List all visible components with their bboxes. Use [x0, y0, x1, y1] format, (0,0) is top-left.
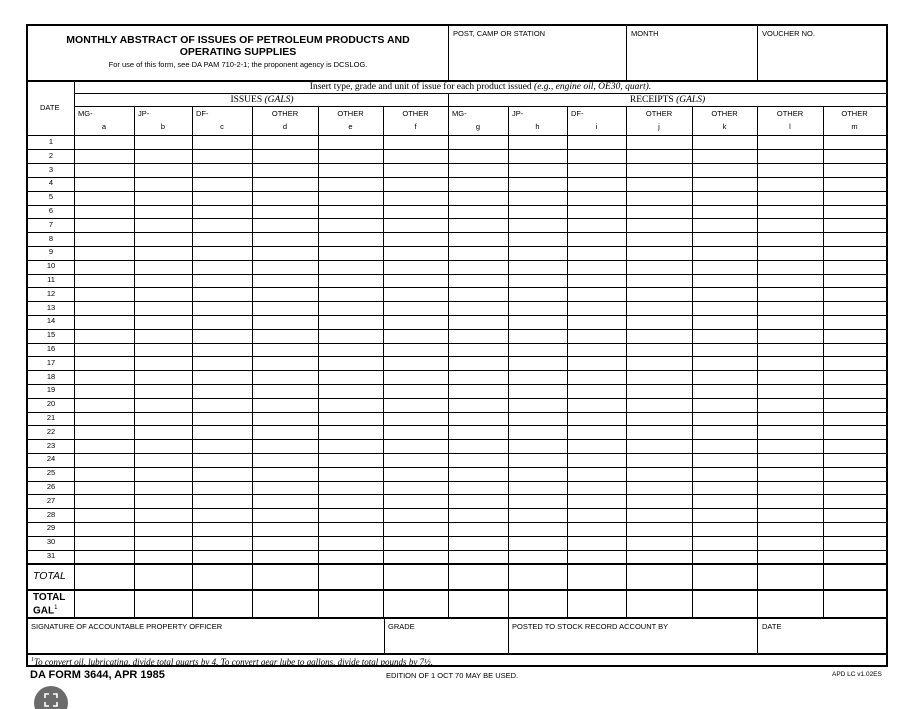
col-j-head: OTHER — [645, 109, 673, 118]
col-m-head: OTHER — [841, 109, 868, 118]
col-g-head: MG- — [452, 109, 467, 118]
column-rule — [508, 106, 509, 618]
signature-date-label: DATE — [762, 622, 782, 631]
row-number: 5 — [48, 192, 54, 201]
row-number: 14 — [46, 316, 56, 325]
col-i-head: DF- — [571, 109, 584, 118]
row-number: 20 — [46, 399, 56, 408]
signature-officer-label: SIGNATURE OF ACCOUNTABLE PROPERTY OFFICER — [31, 622, 223, 631]
row-number: 1 — [48, 137, 54, 146]
edition-note: EDITION OF 1 OCT 70 MAY BE USED. — [386, 671, 519, 680]
form-title: MONTHLY ABSTRACT OF ISSUES OF PETROLEUM PRODUCTS AND OPERATING SUPPLIES — [66, 34, 410, 58]
col-a-head: MG- — [78, 109, 93, 118]
column-rule — [823, 106, 824, 618]
col-d-letter: d — [282, 122, 288, 131]
total-gal-label-line1: TOTAL — [33, 592, 66, 603]
post-camp-station-field[interactable] — [449, 26, 626, 80]
row-number: 21 — [46, 413, 56, 422]
signature-date-field[interactable] — [758, 619, 886, 654]
row-number: 22 — [46, 427, 56, 436]
row-number: 6 — [48, 206, 54, 215]
total-gal-label-line2: GAL — [33, 605, 55, 617]
column-rule — [692, 106, 693, 618]
expand-button[interactable] — [34, 686, 68, 709]
grade-field[interactable] — [385, 619, 508, 654]
row-number: 29 — [46, 523, 56, 532]
col-k-letter: k — [722, 122, 727, 131]
date-column-header — [28, 82, 74, 138]
col-f-letter: f — [414, 122, 417, 131]
month-field[interactable] — [627, 26, 757, 80]
col-g-letter: g — [475, 122, 481, 131]
form-name: DA FORM 3644, APR 1985 — [30, 669, 165, 681]
date-column-rule — [74, 82, 75, 618]
row-number: 17 — [46, 358, 56, 367]
row-number: 10 — [46, 261, 56, 270]
column-rule — [134, 106, 135, 618]
col-c-head: DF- — [196, 109, 209, 118]
receipts-gals-label: (GALS) — [676, 95, 706, 105]
col-b-letter: b — [160, 122, 166, 131]
col-h-head: JP- — [512, 109, 524, 118]
voucher-number-label: VOUCHER NO. — [762, 29, 815, 38]
row-number: 3 — [48, 165, 54, 174]
issues-receipts-divider — [448, 93, 449, 618]
footnote-mark: 1 — [31, 657, 34, 663]
column-rule — [252, 106, 253, 618]
col-c-letter: c — [220, 122, 224, 131]
col-e-head: OTHER — [337, 109, 364, 118]
column-rule — [192, 106, 193, 618]
total-gal-label — [33, 593, 65, 616]
row-number: 31 — [46, 551, 56, 560]
row-number: 19 — [46, 385, 56, 394]
total-label: TOTAL — [33, 570, 66, 582]
grade-label: GRADE — [388, 622, 415, 631]
issues-gals-label: (GALS) — [264, 95, 294, 105]
row-number: 27 — [46, 496, 56, 505]
col-e-letter: e — [348, 122, 353, 131]
expand-icon — [44, 693, 58, 707]
posted-by-label: POSTED TO STOCK RECORD ACCOUNT BY — [512, 622, 669, 631]
row-number: 30 — [46, 537, 56, 546]
form-subtitle: For use of this form, see DA PAM 710-2-1; the proponent agency is DCSLOG. — [108, 60, 368, 69]
column-rule — [757, 106, 758, 618]
col-j-letter: j — [658, 122, 660, 131]
col-l-head: OTHER — [776, 109, 804, 118]
row-number: 25 — [46, 468, 56, 477]
row-number: 4 — [48, 178, 54, 187]
post-camp-station-label: POST, CAMP OR STATION — [453, 29, 546, 38]
row-number: 23 — [46, 441, 56, 450]
posted-by-field[interactable] — [509, 619, 757, 654]
col-b-head: JP- — [138, 109, 150, 118]
row-number: 11 — [47, 275, 55, 284]
col-i-letter: i — [595, 122, 598, 131]
receipts-heading — [449, 94, 886, 106]
row-number: 28 — [46, 510, 56, 519]
col-m-letter: m — [851, 122, 858, 131]
col-f-head: OTHER — [402, 109, 429, 118]
title-block — [28, 26, 448, 80]
footnote-text: To convert oil, lubricating, divide total quarts by 4. To convert gear lube to gallons, divide total pounds by 7½. — [34, 657, 434, 667]
date-label: DATE — [40, 103, 60, 112]
voucher-number-field[interactable] — [758, 26, 888, 80]
row-number: 7 — [48, 220, 54, 229]
da-form-3644 — [26, 24, 888, 667]
row-number: 24 — [46, 454, 56, 463]
footnote — [28, 654, 886, 668]
issues-label: ISSUES — [230, 95, 263, 105]
issues-heading — [75, 94, 449, 106]
receipts-label: RECEIPTS — [629, 95, 674, 105]
row-number: 8 — [48, 234, 54, 243]
month-label: MONTH — [631, 29, 659, 38]
column-rule — [567, 106, 568, 618]
total-gal-footnote-mark: 1 — [54, 605, 58, 611]
row-number: 16 — [46, 344, 56, 353]
column-rule — [626, 106, 627, 618]
col-l-letter: l — [789, 122, 791, 131]
section-heading-rule — [74, 106, 886, 107]
signature-officer-field[interactable] — [28, 619, 384, 654]
row-number: 12 — [46, 289, 56, 298]
row-number: 13 — [46, 303, 56, 312]
column-rule — [318, 106, 319, 618]
row-number: 15 — [46, 330, 56, 339]
col-a-letter: a — [101, 122, 107, 131]
col-d-head: OTHER — [271, 109, 299, 118]
col-h-letter: h — [535, 122, 540, 131]
column-rule — [383, 106, 384, 618]
row-number: 18 — [46, 372, 56, 381]
row-number: 2 — [48, 151, 54, 160]
row-number: 9 — [48, 247, 54, 256]
insert-instruction-example: (e.g., engine oil, OE30, quart). — [534, 82, 652, 92]
insert-instruction-text: Insert type, grade and unit of issue for each product issued — [309, 82, 532, 92]
row-number: 26 — [46, 482, 56, 491]
version-label: APD LC v1.02ES — [832, 671, 882, 678]
col-k-head: OTHER — [711, 109, 738, 118]
